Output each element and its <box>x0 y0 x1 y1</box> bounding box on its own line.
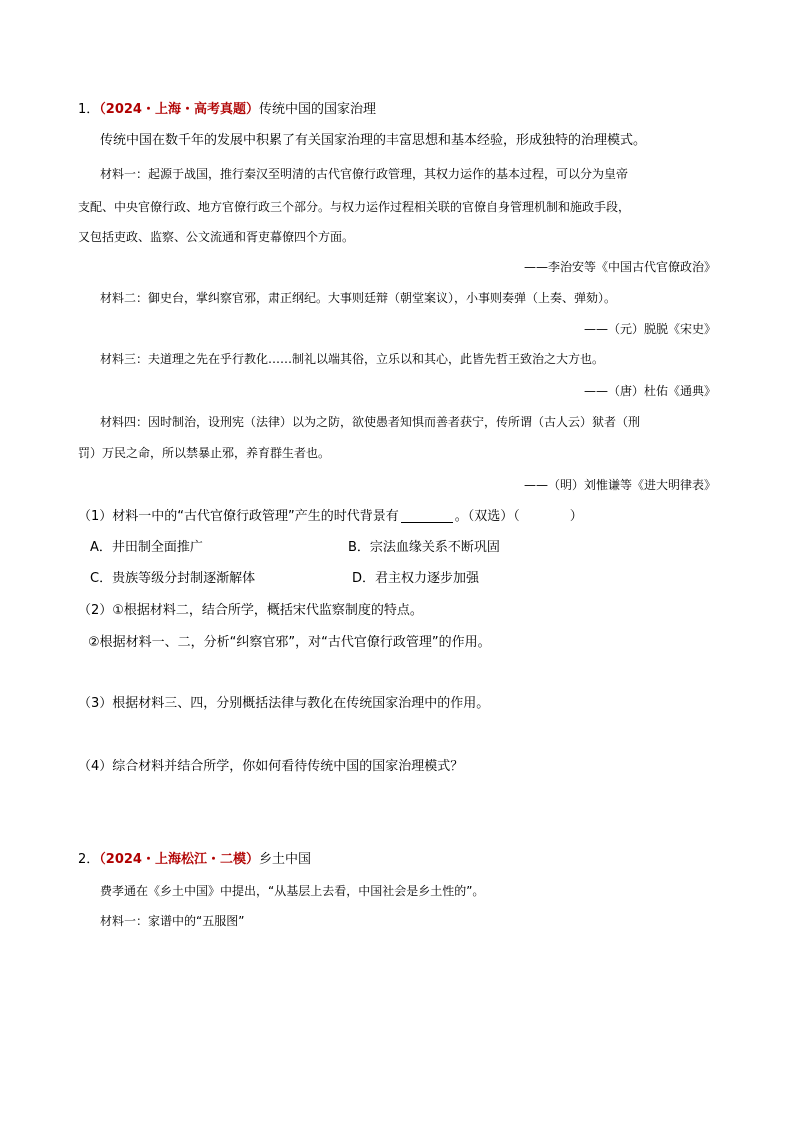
sub-question-4: （4）综合材料并结合所学，你如何看待传统中国的国家治理模式？ <box>78 759 464 774</box>
material-2-citation: ——（元）脱脱《宋史》 <box>583 322 716 336</box>
material-4-line-2: 罚）万民之命，所以禁暴止邪，养育群生者也。 <box>78 446 331 460</box>
q1-number: 1． <box>78 102 100 117</box>
option-d[interactable]: D．君主权力逐步加强 <box>352 571 480 586</box>
q2-material-1: 材料一：家谱中的“五服图” <box>100 914 245 928</box>
q2-title: 乡土中国 <box>258 852 311 867</box>
answer-blank[interactable] <box>401 508 453 523</box>
material-1-citation: ——李治安等《中国古代官僚政治》 <box>523 260 716 274</box>
q1-intro: 传统中国在数千年的发展中积累了有关国家治理的丰富思想和基本经验，形成独特的治理模式。 <box>100 133 647 148</box>
q1-source: （2024・上海・高考真题） <box>99 102 259 117</box>
sub-question-1-close: ） <box>569 509 583 524</box>
sub-question-1-type: 。（双选）（ <box>454 509 520 524</box>
q2-number: 2． <box>78 852 100 867</box>
q1-heading <box>78 101 376 119</box>
material-1-line-3: 又包括吏政、监察、公文流通和胥吏幕僚四个方面。 <box>78 230 355 244</box>
sub-question-3: （3）根据材料三、四，分别概括法律与教化在传统国家治理中的作用。 <box>78 696 490 711</box>
sub-question-1 <box>78 508 583 526</box>
q2-source: （2024・上海松江・二模） <box>99 852 259 867</box>
material-2: 材料二：御史台，掌纠察官邪，肃正纲纪。大事则廷辩（朝堂案议），小事则奏弹（上奏、弹劾）。 <box>100 291 617 305</box>
sub-question-1-text: （1）材料一中的“古代官僚行政管理”产生的时代背景有 <box>78 509 399 524</box>
q2-heading <box>78 851 311 869</box>
option-a[interactable]: A．井田制全面推广 <box>90 540 203 555</box>
option-b[interactable]: B．宗法血缘关系不断巩固 <box>348 540 500 555</box>
material-1-line-2: 支配、中央官僚行政、地方官僚行政三个部分。与权力运作过程相关联的官僚自身管理机制和施政手段， <box>78 200 631 214</box>
material-3: 材料三：夫道理之先在乎行教化……制礼以端其俗，立乐以和其心，此皆先哲王致治之大方也。 <box>100 352 605 366</box>
sub-question-2-1: （2）①根据材料二，结合所学，概括宋代监察制度的特点。 <box>78 603 423 618</box>
option-c[interactable]: C．贵族等级分封制逐渐解体 <box>90 571 256 586</box>
material-4-citation: ——（明）刘惟谦等《进大明律表》 <box>523 478 716 492</box>
material-3-citation: ——（唐）杜佑《通典》 <box>583 384 716 398</box>
material-1-line-1: 材料一：起源于战国，推行秦汉至明清的古代官僚行政管理，其权力运作的基本过程，可以分为皇帝 <box>100 167 629 181</box>
material-4-line-1: 材料四：因时制治，设刑宪（法律）以为之防，欲使愚者知惧而善者获宁，传所谓（古人云）狱者（刑 <box>100 415 641 429</box>
sub-question-2-2: ②根据材料一、二，分析“纠察官邪”，对“古代官僚行政管理”的作用。 <box>88 635 491 650</box>
q1-title: 传统中国的国家治理 <box>258 102 376 117</box>
q2-intro: 费孝通在《乡土中国》中提出，“从基层上去看，中国社会是乡土性的”。 <box>100 884 485 898</box>
